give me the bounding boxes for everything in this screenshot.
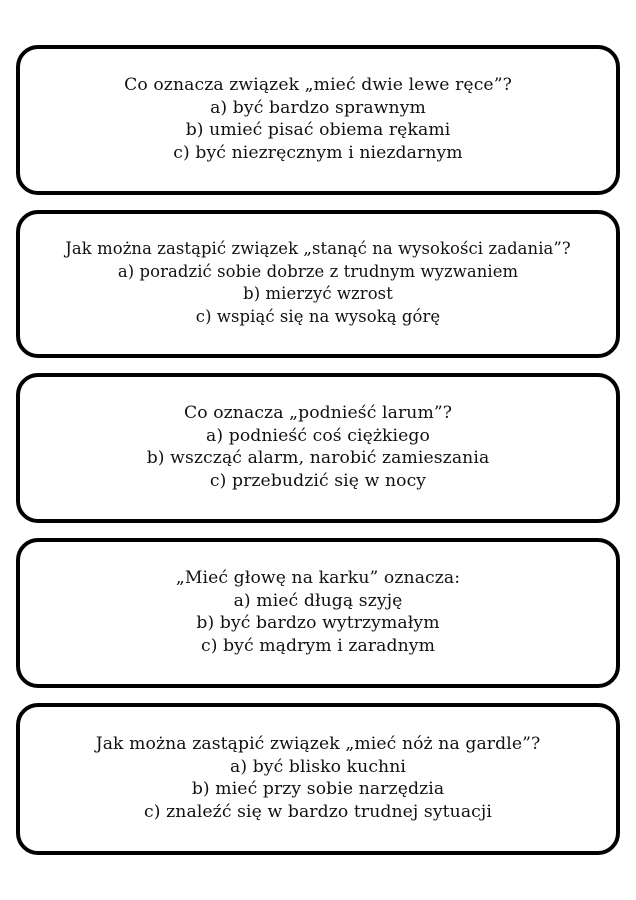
question-card[interactable] [16,45,620,195]
answer-option-a[interactable]: a) poradzić sobie dobrze z trudnym wyzwaniem [117,261,519,281]
question-card-body [28,74,608,164]
question-card-body [28,733,608,823]
answer-option-a[interactable]: a) podnieść coś ciężkiego [206,425,430,446]
answer-option-a[interactable]: a) być blisko kuchni [229,756,406,777]
answer-option-b[interactable]: b) być bardzo wytrzymałym [196,613,440,633]
answer-option-c[interactable]: c) wspiąć się na wysoką górę [195,306,441,326]
answer-option-b[interactable]: b) mierzyć wzrost [243,284,393,303]
answer-option-c[interactable]: c) być mądrym i zaradnym [200,635,436,656]
question-card-body [28,238,608,328]
question-prompt: Co oznacza związek „mieć dwie lewe ręce”? [124,75,512,95]
answer-option-c[interactable]: c) być niezręcznym i niezdarnym [173,142,463,163]
question-card[interactable] [16,210,620,358]
question-prompt: Co oznacza „podnieść larum”? [183,403,453,423]
answer-option-c[interactable]: c) znaleźć się w bardzo trudnej sytuacji [144,801,492,822]
answer-option-b[interactable]: b) wszcząć alarm, narobić zamieszania [146,448,490,468]
question-card[interactable] [16,373,620,523]
question-card[interactable] [16,703,620,855]
question-card-body [28,402,608,492]
answer-option-b[interactable]: b) umieć pisać obiema rękami [185,120,451,140]
answer-option-a[interactable]: a) być bardzo sprawnym [210,97,426,118]
answer-option-a[interactable]: a) mieć długą szyję [233,590,403,611]
answer-option-b[interactable]: b) mieć przy sobie narzędzia [191,779,445,799]
question-prompt: „Mieć głowę na karku” oznacza: [175,568,461,588]
answer-option-c[interactable]: c) przebudzić się w nocy [209,470,427,491]
question-prompt: Jak można zastąpić związek „stanąć na wysokości zadania”? [65,239,571,258]
question-prompt: Jak można zastąpić związek „mieć nóż na gardle”? [95,734,541,754]
question-card-body [28,567,608,657]
question-card[interactable] [16,538,620,688]
